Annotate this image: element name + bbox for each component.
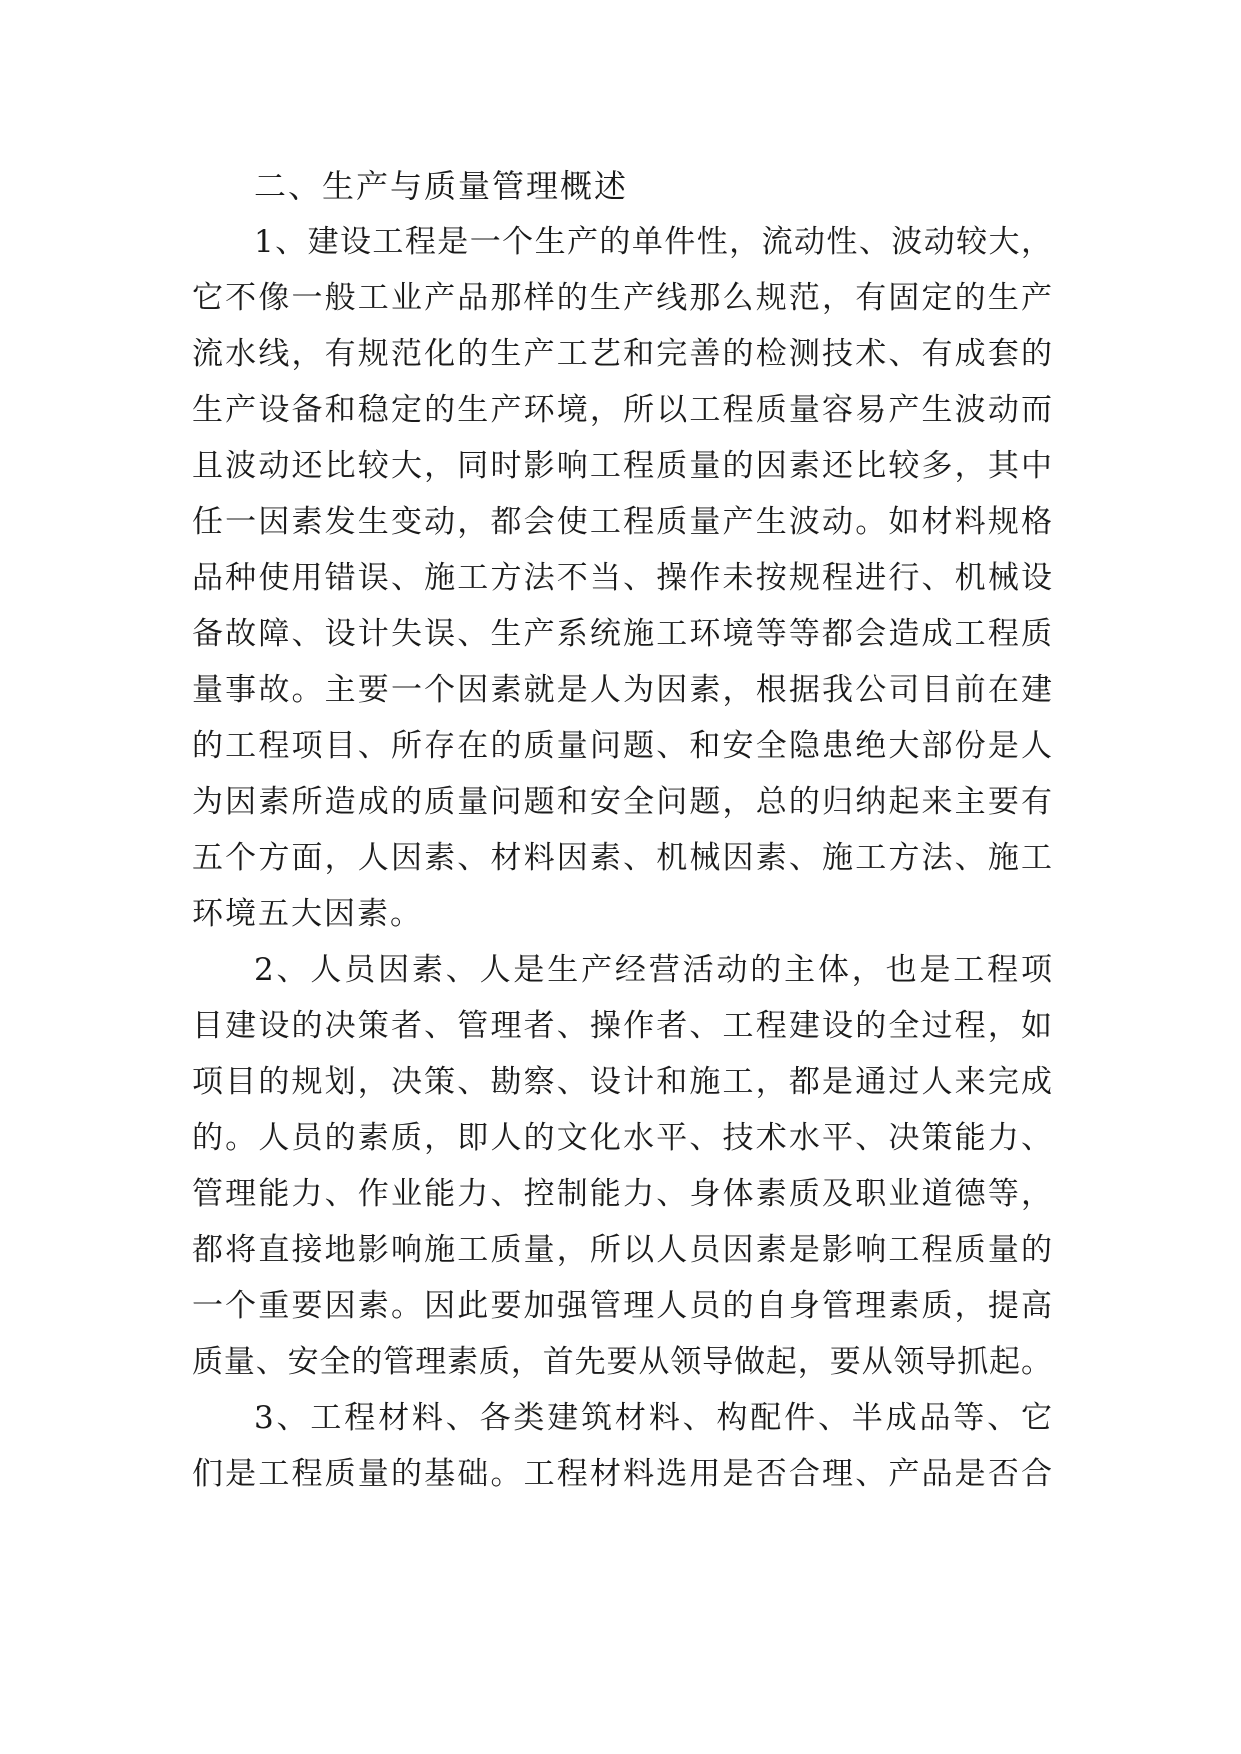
paragraph-line: 备故障、设计失误、生产系统施工环境等等都会造成工程质: [192, 616, 1052, 652]
paragraph-line: 质量、安全的管理素质，首先要从领导做起，要从领导抓起。: [192, 1344, 1052, 1380]
paragraph-line: 流水线，有规范化的生产工艺和完善的检测技术、有成套的: [192, 336, 1052, 372]
paragraph-1: [192, 214, 1052, 942]
paragraph-line: 为因素所造成的质量问题和安全问题，总的归纳起来主要有: [192, 784, 1052, 820]
paragraph-line: 品种使用错误、施工方法不当、操作未按规程进行、机械设: [192, 560, 1052, 596]
paragraph-line: 们是工程质量的基础。工程材料选用是否合理、产品是否合: [192, 1456, 1052, 1492]
paragraph-2: [192, 942, 1052, 1390]
paragraph-line: 都将直接地影响施工质量，所以人员因素是影响工程质量的: [192, 1232, 1052, 1268]
paragraph-line: 项目的规划，决策、勘察、设计和施工，都是通过人来完成: [192, 1064, 1052, 1100]
paragraph-line: 量事故。主要一个因素就是人为因素，根据我公司目前在建: [192, 672, 1052, 708]
paragraph-3: [192, 1390, 1052, 1502]
paragraph-line: 的。人员的素质，即人的文化水平、技术水平、决策能力、: [192, 1120, 1052, 1156]
paragraph-line: 管理能力、作业能力、控制能力、身体素质及职业道德等，: [192, 1176, 1052, 1212]
paragraph-line: 五个方面，人因素、材料因素、机械因素、施工方法、施工: [192, 840, 1052, 876]
paragraph-line: 一个重要因素。因此要加强管理人员的自身管理素质，提高: [192, 1288, 1052, 1324]
paragraph-line: 环境五大因素。: [192, 896, 423, 932]
paragraph-line: 且波动还比较大，同时影响工程质量的因素还比较多，其中: [192, 448, 1052, 484]
paragraph-line: 任一因素发生变动，都会使工程质量产生波动。如材料规格: [192, 504, 1052, 540]
section-heading: 二、生产与质量管理概述: [254, 167, 629, 205]
paragraph-line: 3、工程材料、各类建筑材料、构配件、半成品等、它: [254, 1400, 1052, 1436]
paragraph-line: 目建设的决策者、管理者、操作者、工程建设的全过程，如: [192, 1008, 1052, 1044]
paragraph-line: 的工程项目、所存在的质量问题、和安全隐患绝大部份是人: [192, 728, 1052, 764]
paragraph-line: 生产设备和稳定的生产环境，所以工程质量容易产生波动而: [192, 392, 1052, 428]
paragraph-line: 它不像一般工业产品那样的生产线那么规范，有固定的生产: [192, 280, 1052, 316]
paragraph-line: 2、人员因素、人是生产经营活动的主体，也是工程项: [254, 952, 1052, 988]
document-body: [192, 158, 1052, 1502]
paragraph-line: 1、建设工程是一个生产的单件性，流动性、波动较大，: [254, 224, 1052, 260]
